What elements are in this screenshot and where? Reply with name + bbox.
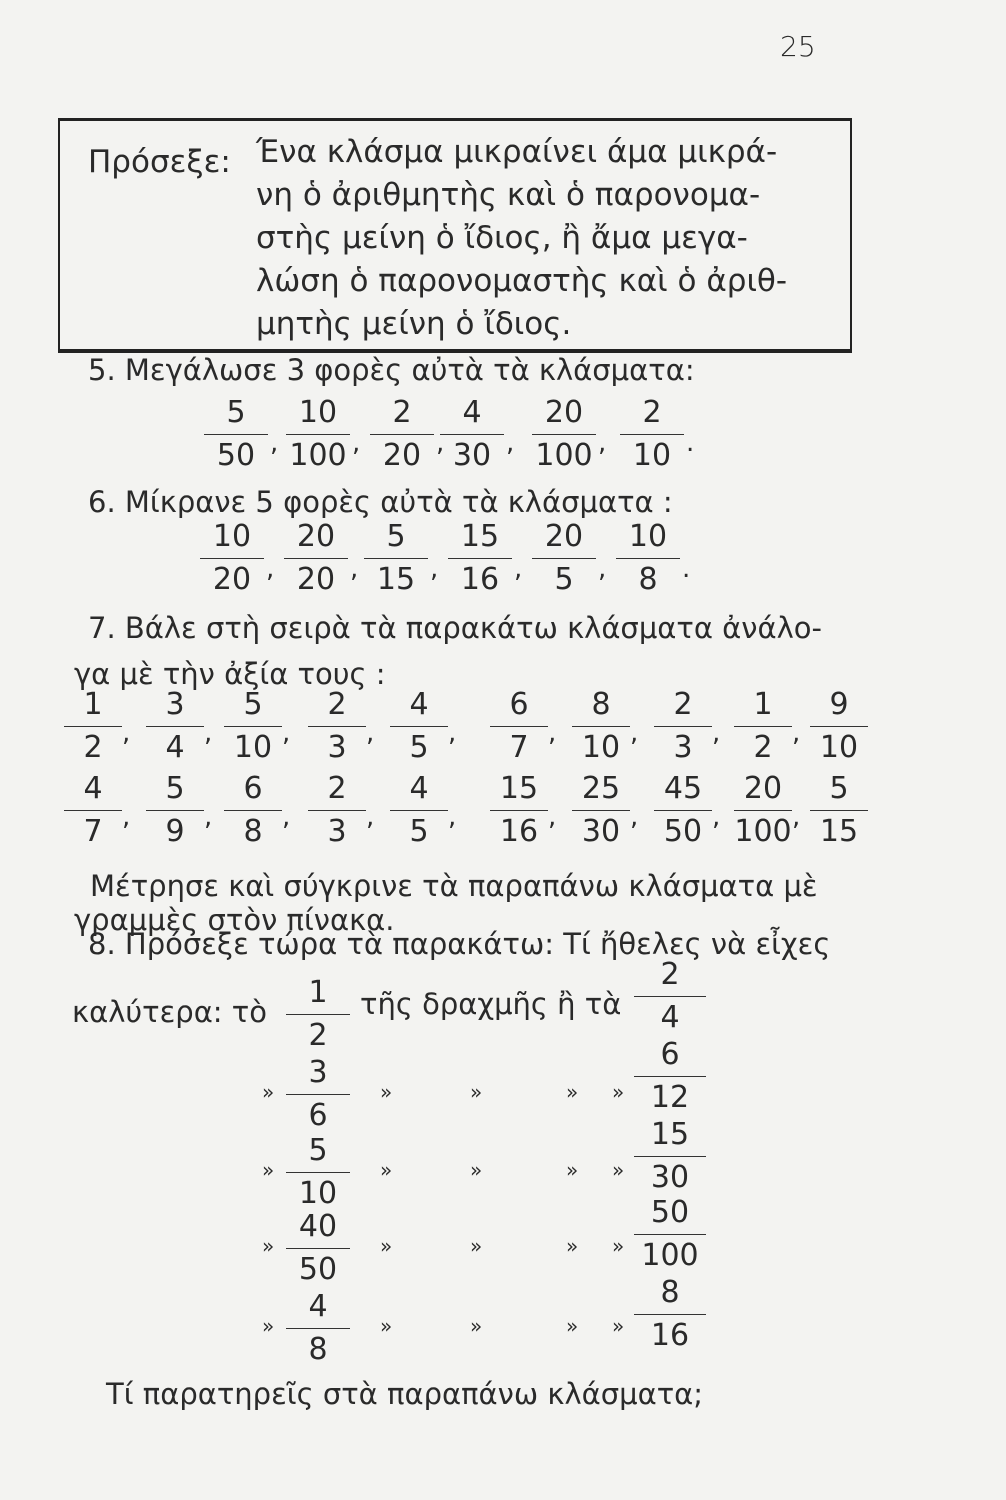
denominator: 50 bbox=[216, 438, 256, 473]
comma: , bbox=[282, 718, 291, 748]
fraction-bar bbox=[370, 434, 434, 435]
comma: , bbox=[436, 428, 445, 458]
note-line: λώση ὁ παρονομαστὴς καὶ ὁ ἀριθ- bbox=[256, 263, 788, 299]
page-number: 25 bbox=[780, 30, 816, 63]
exercise-8-line2b: τῆς δραχμῆς ἢ τὰ bbox=[360, 987, 622, 1021]
fraction bbox=[282, 1289, 354, 1367]
fraction bbox=[200, 395, 272, 473]
denominator: 10 bbox=[298, 1176, 338, 1211]
fraction bbox=[220, 687, 286, 765]
numerator: 6 bbox=[509, 687, 529, 722]
numerator: 5 bbox=[243, 687, 263, 722]
fraction bbox=[142, 687, 208, 765]
comma: . bbox=[682, 554, 691, 584]
comma: , bbox=[448, 802, 457, 832]
denominator: 3 bbox=[673, 730, 693, 765]
comma: , bbox=[598, 428, 607, 458]
denominator: 2 bbox=[308, 1018, 328, 1053]
fraction-bar bbox=[146, 726, 204, 727]
denominator: 3 bbox=[327, 730, 347, 765]
note-line: μητὴς μείνη ὁ ἴδιος. bbox=[256, 306, 572, 342]
exercise-5-text: 5. Μεγάλωσε 3 φορὲς αὐτὰ τὰ κλάσματα: bbox=[88, 353, 695, 387]
note-line: στὴς μείνη ὁ ἴδιος, ἢ ἄμα μεγα- bbox=[256, 220, 748, 256]
fraction bbox=[282, 975, 354, 1053]
numerator: 5 bbox=[165, 771, 185, 806]
fraction bbox=[386, 687, 452, 765]
numerator: 8 bbox=[660, 1275, 680, 1310]
comma: , bbox=[270, 428, 279, 458]
numerator: 2 bbox=[327, 771, 347, 806]
fraction bbox=[630, 1195, 710, 1273]
fraction-bar bbox=[572, 810, 630, 811]
numerator: 25 bbox=[581, 771, 621, 806]
fraction bbox=[280, 519, 352, 597]
exercise-7-line1: 7. Βάλε στὴ σειρὰ τὰ παρακάτω κλάσματα ἀνάλο- bbox=[88, 611, 822, 645]
comma: , bbox=[630, 718, 639, 748]
denominator: 10 bbox=[581, 730, 621, 765]
comma: , bbox=[506, 428, 515, 458]
note-line: Ένα κλάσμα μικραίνει άμα μικρά- bbox=[256, 134, 778, 170]
fraction-bar bbox=[308, 726, 366, 727]
numerator: 2 bbox=[660, 957, 680, 992]
fraction-bar bbox=[286, 1094, 350, 1095]
fraction-bar bbox=[284, 558, 348, 559]
fraction-bar bbox=[146, 810, 204, 811]
comma: , bbox=[204, 802, 213, 832]
exercise-7-after2: γραμμὲς στὸν πίνακα. bbox=[74, 903, 395, 937]
denominator: 15 bbox=[376, 562, 416, 597]
comma: , bbox=[598, 554, 607, 584]
exercise-7-after1: Μέτρησε καὶ σύγκρινε τὰ παραπάνω κλάσματα μὲ bbox=[90, 869, 818, 903]
exercise-8-line1: 8. Πρόσεξε τώρα τὰ παρακάτω: Τί ἤθελες νὰ εἶχες bbox=[88, 927, 831, 961]
numerator: 4 bbox=[462, 395, 482, 430]
fraction bbox=[650, 687, 716, 765]
denominator: 16 bbox=[650, 1318, 690, 1353]
fraction bbox=[282, 1209, 354, 1287]
fraction bbox=[60, 687, 126, 765]
ditto-mark: » bbox=[380, 1234, 395, 1258]
fraction bbox=[568, 771, 634, 849]
exercise-8-line2a: καλύτερα: τὸ bbox=[72, 995, 267, 1029]
fraction-bar bbox=[448, 558, 512, 559]
denominator: 20 bbox=[212, 562, 252, 597]
comma: , bbox=[282, 802, 291, 832]
fraction bbox=[616, 395, 688, 473]
numerator: 45 bbox=[663, 771, 703, 806]
ditto-mark: » bbox=[470, 1080, 485, 1104]
fraction-bar bbox=[734, 726, 792, 727]
denominator: 12 bbox=[650, 1080, 690, 1115]
numerator: 20 bbox=[544, 519, 584, 554]
numerator: 20 bbox=[743, 771, 783, 806]
fraction bbox=[360, 519, 432, 597]
fraction-bar bbox=[440, 434, 504, 435]
note-line: νη ὁ ἀριθμητὴς καὶ ὁ παρονομα- bbox=[256, 177, 761, 213]
fraction bbox=[386, 771, 452, 849]
numerator: 15 bbox=[460, 519, 500, 554]
fraction-bar bbox=[364, 558, 428, 559]
comma: , bbox=[204, 718, 213, 748]
fraction bbox=[528, 395, 600, 473]
fraction bbox=[630, 957, 710, 1035]
fraction bbox=[528, 519, 600, 597]
ditto-mark: » bbox=[262, 1158, 277, 1182]
fraction-bar bbox=[390, 810, 448, 811]
numerator: 20 bbox=[544, 395, 584, 430]
comma: , bbox=[350, 554, 359, 584]
numerator: 5 bbox=[829, 771, 849, 806]
fraction-bar bbox=[620, 434, 684, 435]
fraction-bar bbox=[616, 558, 680, 559]
denominator: 16 bbox=[499, 814, 539, 849]
ditto-mark: » bbox=[612, 1080, 627, 1104]
denominator: 10 bbox=[632, 438, 672, 473]
numerator: 2 bbox=[327, 687, 347, 722]
fraction bbox=[630, 1117, 710, 1195]
ditto-mark: » bbox=[612, 1234, 627, 1258]
numerator: 4 bbox=[409, 687, 429, 722]
denominator: 100 bbox=[535, 438, 593, 473]
fraction bbox=[196, 519, 268, 597]
fraction bbox=[730, 771, 796, 849]
fraction-bar bbox=[286, 1248, 350, 1249]
comma: , bbox=[122, 802, 131, 832]
comma: , bbox=[548, 802, 557, 832]
fraction-bar bbox=[634, 1076, 706, 1077]
fraction bbox=[806, 687, 872, 765]
closing-question: Τί παρατηρεῖς στὰ παραπάνω κλάσματα; bbox=[106, 1377, 704, 1411]
ditto-mark: » bbox=[262, 1234, 277, 1258]
denominator: 20 bbox=[382, 438, 422, 473]
fraction bbox=[436, 395, 508, 473]
comma: . bbox=[686, 428, 695, 458]
comma: , bbox=[712, 802, 721, 832]
fraction-bar bbox=[532, 558, 596, 559]
comma: , bbox=[548, 718, 557, 748]
numerator: 5 bbox=[308, 1133, 328, 1168]
exercise-7-line2: γα μὲ τὴν ἀξία τους : bbox=[74, 657, 386, 691]
comma: , bbox=[430, 554, 439, 584]
fraction-bar bbox=[734, 810, 792, 811]
numerator: 1 bbox=[83, 687, 103, 722]
numerator: 9 bbox=[829, 687, 849, 722]
comma: , bbox=[448, 718, 457, 748]
fraction bbox=[282, 1055, 354, 1133]
comma: , bbox=[122, 718, 131, 748]
denominator: 20 bbox=[296, 562, 336, 597]
ditto-mark: » bbox=[566, 1158, 581, 1182]
denominator: 30 bbox=[650, 1160, 690, 1195]
ditto-mark: » bbox=[470, 1158, 485, 1182]
ditto-mark: » bbox=[566, 1314, 581, 1338]
exercise-6-text: 6. Μίκρανε 5 φορὲς αὐτὰ τὰ κλάσματα : bbox=[88, 485, 673, 519]
numerator: 50 bbox=[650, 1195, 690, 1230]
fraction-bar bbox=[200, 558, 264, 559]
numerator: 1 bbox=[308, 975, 328, 1010]
denominator: 9 bbox=[165, 814, 185, 849]
fraction bbox=[630, 1037, 710, 1115]
fraction-bar bbox=[286, 1172, 350, 1173]
numerator: 2 bbox=[673, 687, 693, 722]
denominator: 50 bbox=[663, 814, 703, 849]
denominator: 2 bbox=[83, 730, 103, 765]
denominator: 7 bbox=[83, 814, 103, 849]
fraction-bar bbox=[390, 726, 448, 727]
denominator: 8 bbox=[638, 562, 658, 597]
fraction bbox=[650, 771, 716, 849]
comma: , bbox=[712, 718, 721, 748]
fraction-bar bbox=[634, 1156, 706, 1157]
numerator: 3 bbox=[165, 687, 185, 722]
denominator: 50 bbox=[298, 1252, 338, 1287]
fraction bbox=[568, 687, 634, 765]
numerator: 10 bbox=[298, 395, 338, 430]
fraction bbox=[730, 687, 796, 765]
ditto-mark: » bbox=[470, 1234, 485, 1258]
numerator: 4 bbox=[409, 771, 429, 806]
numerator: 5 bbox=[386, 519, 406, 554]
denominator: 100 bbox=[734, 814, 792, 849]
comma: , bbox=[514, 554, 523, 584]
numerator: 6 bbox=[660, 1037, 680, 1072]
fraction-bar bbox=[634, 996, 706, 997]
numerator: 15 bbox=[499, 771, 539, 806]
denominator: 30 bbox=[581, 814, 621, 849]
ditto-mark: » bbox=[566, 1080, 581, 1104]
numerator: 3 bbox=[308, 1055, 328, 1090]
note-box bbox=[58, 118, 852, 353]
comma: , bbox=[352, 428, 361, 458]
ditto-mark: » bbox=[380, 1080, 395, 1104]
numerator: 2 bbox=[642, 395, 662, 430]
note-label: Πρόσεξε: bbox=[88, 144, 231, 180]
numerator: 2 bbox=[392, 395, 412, 430]
fraction bbox=[630, 1275, 710, 1353]
ditto-mark: » bbox=[470, 1314, 485, 1338]
fraction-bar bbox=[532, 434, 596, 435]
fraction bbox=[142, 771, 208, 849]
fraction-bar bbox=[572, 726, 630, 727]
fraction-bar bbox=[286, 1328, 350, 1329]
numerator: 1 bbox=[753, 687, 773, 722]
fraction bbox=[486, 687, 552, 765]
fraction-bar bbox=[654, 810, 712, 811]
numerator: 5 bbox=[226, 395, 246, 430]
fraction-bar bbox=[224, 726, 282, 727]
denominator: 3 bbox=[327, 814, 347, 849]
denominator: 5 bbox=[409, 814, 429, 849]
fraction bbox=[60, 771, 126, 849]
numerator: 15 bbox=[650, 1117, 690, 1152]
fraction bbox=[612, 519, 684, 597]
denominator: 16 bbox=[460, 562, 500, 597]
denominator: 100 bbox=[289, 438, 347, 473]
fraction-bar bbox=[654, 726, 712, 727]
numerator: 10 bbox=[212, 519, 252, 554]
denominator: 15 bbox=[819, 814, 859, 849]
denominator: 30 bbox=[452, 438, 492, 473]
denominator: 2 bbox=[753, 730, 773, 765]
fraction-bar bbox=[634, 1314, 706, 1315]
fraction-bar bbox=[64, 810, 122, 811]
numerator: 4 bbox=[83, 771, 103, 806]
denominator: 10 bbox=[819, 730, 859, 765]
fraction-bar bbox=[490, 726, 548, 727]
numerator: 20 bbox=[296, 519, 336, 554]
fraction-bar bbox=[490, 810, 548, 811]
comma: , bbox=[792, 718, 801, 748]
ditto-mark: » bbox=[380, 1158, 395, 1182]
fraction bbox=[806, 771, 872, 849]
fraction bbox=[486, 771, 552, 849]
comma: , bbox=[366, 802, 375, 832]
fraction bbox=[220, 771, 286, 849]
fraction bbox=[282, 1133, 354, 1211]
denominator: 100 bbox=[641, 1238, 699, 1273]
denominator: 5 bbox=[554, 562, 574, 597]
ditto-mark: » bbox=[262, 1080, 277, 1104]
fraction-bar bbox=[810, 810, 868, 811]
fraction-bar bbox=[224, 810, 282, 811]
ditto-mark: » bbox=[612, 1158, 627, 1182]
fraction-bar bbox=[286, 1014, 350, 1015]
denominator: 7 bbox=[509, 730, 529, 765]
denominator: 8 bbox=[243, 814, 263, 849]
fraction-bar bbox=[204, 434, 268, 435]
denominator: 10 bbox=[233, 730, 273, 765]
fraction bbox=[304, 687, 370, 765]
comma: , bbox=[792, 802, 801, 832]
comma: , bbox=[366, 718, 375, 748]
ditto-mark: » bbox=[566, 1234, 581, 1258]
fraction bbox=[366, 395, 438, 473]
ditto-mark: » bbox=[262, 1314, 277, 1338]
denominator: 4 bbox=[660, 1000, 680, 1035]
fraction bbox=[444, 519, 516, 597]
denominator: 8 bbox=[308, 1332, 328, 1367]
numerator: 40 bbox=[298, 1209, 338, 1244]
fraction bbox=[304, 771, 370, 849]
denominator: 6 bbox=[308, 1098, 328, 1133]
fraction-bar bbox=[810, 726, 868, 727]
numerator: 10 bbox=[628, 519, 668, 554]
ditto-mark: » bbox=[612, 1314, 627, 1338]
fraction bbox=[282, 395, 354, 473]
fraction-bar bbox=[308, 810, 366, 811]
numerator: 4 bbox=[308, 1289, 328, 1324]
ditto-mark: » bbox=[380, 1314, 395, 1338]
denominator: 4 bbox=[165, 730, 185, 765]
fraction-bar bbox=[634, 1234, 706, 1235]
denominator: 5 bbox=[409, 730, 429, 765]
comma: , bbox=[630, 802, 639, 832]
comma: , bbox=[266, 554, 275, 584]
numerator: 8 bbox=[591, 687, 611, 722]
fraction-bar bbox=[64, 726, 122, 727]
numerator: 6 bbox=[243, 771, 263, 806]
fraction-bar bbox=[286, 434, 350, 435]
